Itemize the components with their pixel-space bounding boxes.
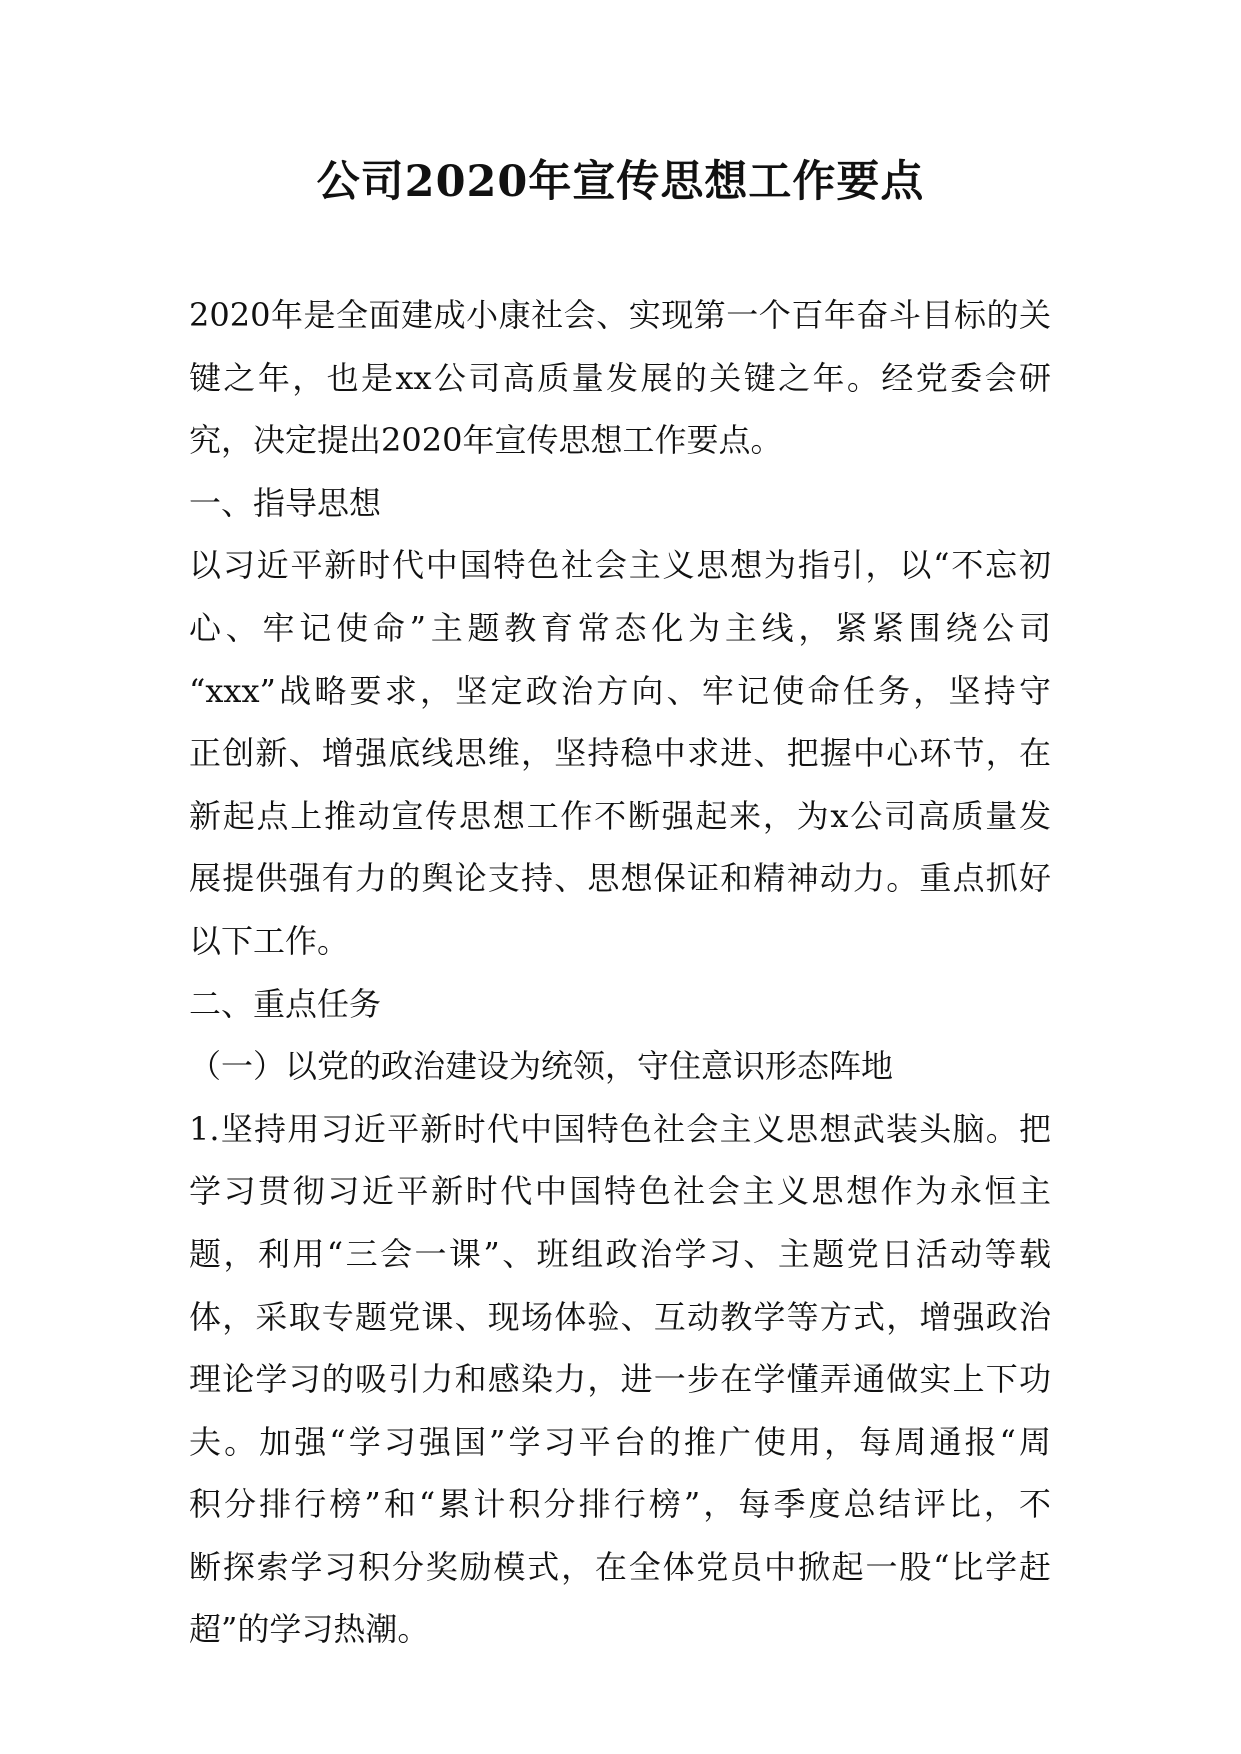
body-text-line: 一、指导思想	[189, 483, 382, 522]
body-text-line: 键之年，也是xx公司高质量发展的关键之年。经党委会研	[189, 358, 1051, 397]
body-text-line: 新起点上推动宣传思想工作不断强起来，为x公司高质量发	[189, 796, 1051, 835]
body-text-line: 展提供强有力的舆论支持、思想保证和精神动力。重点抓好	[189, 859, 1051, 898]
body-text-line: 正创新、增强底线思维，坚持稳中求进、把握中心环节，在	[189, 734, 1051, 773]
body-text-line: 理论学习的吸引力和感染力，进一步在学懂弄通做实上下功	[189, 1360, 1051, 1399]
body-text-line: 超”的学习热潮。	[189, 1610, 430, 1649]
body-text-line: “xxx”战略要求，坚定政治方向、牢记使命任务，坚持守	[189, 671, 1051, 710]
body-text-line: 二、重点任务	[189, 984, 382, 1023]
body-text-line: 学习贯彻习近平新时代中国特色社会主义思想作为永恒主	[189, 1172, 1051, 1211]
body-text-line: 2020年是全面建成小康社会、实现第一个百年奋斗目标的关	[189, 296, 1051, 334]
body-text-line: 夫。加强“学习强国”学习平台的推广使用，每周通报“周	[189, 1422, 1051, 1461]
body-text-line: （一）以党的政治建设为统领，守住意识形态阵地	[189, 1047, 894, 1086]
body-text-line: 断探索学习积分奖励模式，在全体党员中掀起一股“比学赶	[189, 1547, 1051, 1586]
body-text-line: 题，利用“三会一课”、班组政治学习、主题党日活动等载	[189, 1234, 1051, 1273]
body-text-line: 1.坚持用习近平新时代中国特色社会主义思想武装头脑。把	[189, 1109, 1051, 1148]
body-text-line: 心、牢记使命”主题教育常态化为主线，紧紧围绕公司	[189, 608, 1051, 647]
document-title: 公司2020年宣传思想工作要点	[316, 157, 925, 207]
body-text-line: 究，决定提出2020年宣传思想工作要点。	[189, 421, 783, 460]
body-text-line: 以下工作。	[189, 921, 350, 960]
body-text-line: 以习近平新时代中国特色社会主义思想为指引，以“不忘初	[189, 546, 1051, 585]
body-text-line: 积分排行榜”和“累计积分排行榜”，每季度总结评比，不	[189, 1485, 1051, 1524]
body-text-line: 体，采取专题党课、现场体验、互动教学等方式，增强政治	[189, 1297, 1051, 1336]
document-body	[189, 284, 1051, 1661]
